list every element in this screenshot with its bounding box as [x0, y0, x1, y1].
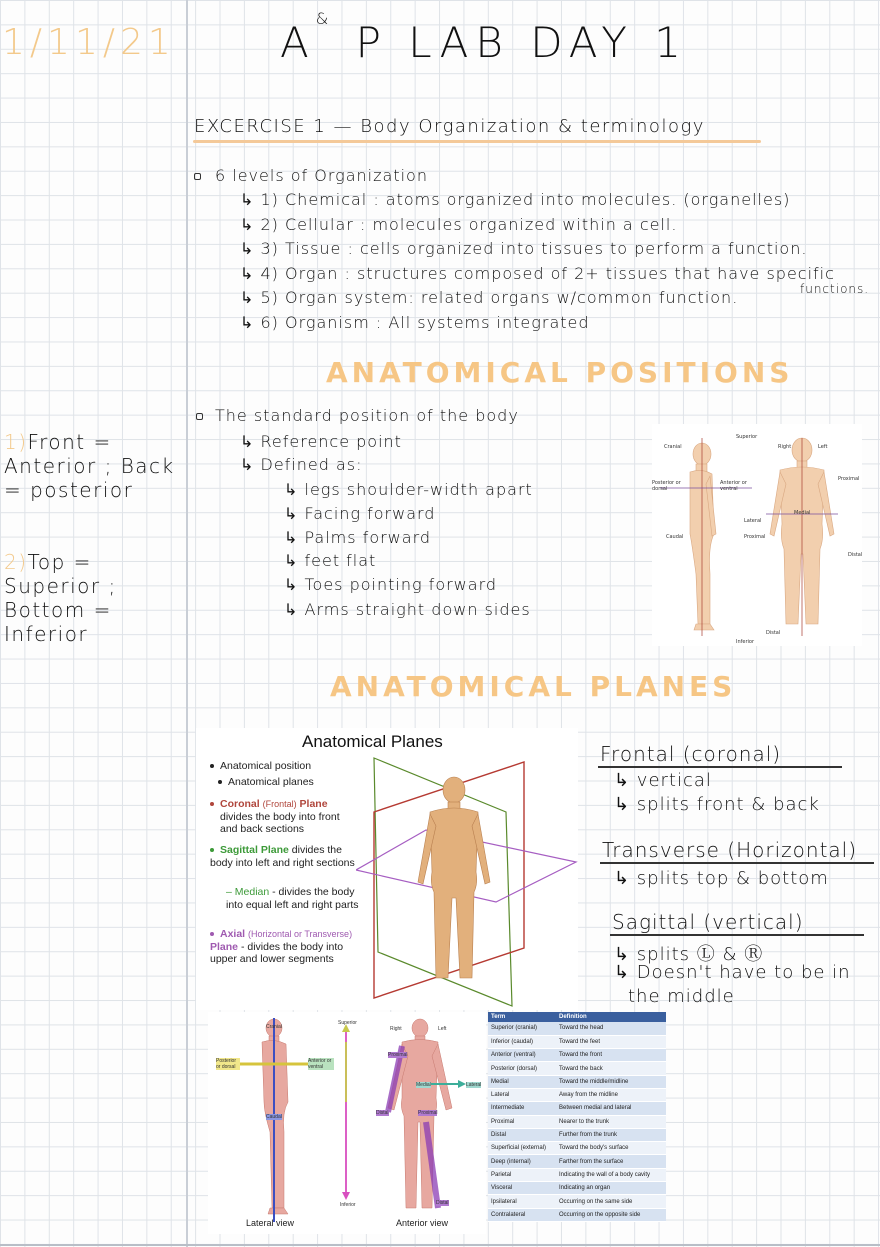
level-item: ↳ 6) Organism : All systems integrated: [240, 313, 590, 332]
figure-label: Medial: [794, 510, 811, 516]
levels-heading-text: 6 levels of Organization: [215, 166, 428, 185]
sagittal-name: Sagittal Plane: [220, 844, 289, 856]
frontal-note: ↳ vertical: [614, 770, 712, 791]
level-continuation: functions.: [800, 282, 870, 296]
term-cell: Lateral: [488, 1088, 556, 1101]
table-row: [488, 1128, 666, 1141]
definition-cell: Further from the trunk: [556, 1128, 666, 1141]
sagittal-desc: divides the body into left and right sections: [210, 844, 355, 869]
side-note-text: Front = Anterior ; Back = posterior: [4, 430, 175, 502]
definition-cell: Toward the back: [556, 1062, 666, 1075]
view-label: Cranial: [266, 1024, 282, 1030]
view-label: Proximal: [388, 1052, 408, 1058]
figure-label: Left: [818, 444, 828, 450]
view-label: Left: [438, 1026, 447, 1032]
median-description: – Median - divides the body into equal left and right parts: [226, 886, 359, 911]
table-row: [488, 1168, 666, 1181]
level-item: ↳ 2) Cellular : molecules organized within a cell.: [240, 215, 678, 234]
exercise-underline: [193, 140, 761, 143]
position-line: ↳ feet flat: [284, 551, 377, 570]
position-line: ↳ Arms straight down sides: [284, 600, 531, 619]
view-label: Caudal: [266, 1114, 282, 1120]
directional-terms-table: [488, 1012, 666, 1222]
anatomical-planes-panel: [196, 728, 578, 1010]
axial-description: [210, 928, 362, 966]
axial-plane: Plane: [210, 940, 239, 953]
coronal-desc: divides the body into front and back sections: [220, 810, 340, 835]
coronal-paren: (Frontal): [262, 799, 297, 809]
coronal-plane: Plane: [299, 798, 328, 810]
frontal-note: ↳ splits front & back: [614, 794, 820, 815]
definition-cell: Away from the midline: [556, 1088, 666, 1101]
level-item: ↳ 3) Tissue : cells organized into tissues to perform a function.: [240, 239, 808, 258]
planes-bullet: [218, 776, 378, 789]
table-header-row: [488, 1012, 666, 1022]
term-cell: Distal: [488, 1128, 556, 1141]
figure-label: Cranial: [664, 444, 682, 450]
position-line: [196, 406, 519, 425]
table-header: Definition: [556, 1012, 666, 1022]
position-line: ↳ Reference point: [240, 432, 402, 451]
planes-bullet-text: Anatomical position: [220, 760, 312, 772]
figure-label: Distal: [848, 552, 863, 558]
title-amp: &: [315, 9, 336, 28]
table-row: [488, 1182, 666, 1195]
figure-label: Proximal: [744, 534, 766, 540]
definition-cell: Nearer to the trunk: [556, 1115, 666, 1128]
axial-paren: (Horizontal or Transverse): [248, 929, 353, 939]
anatomical-position-figure: [652, 424, 862, 646]
lateral-view-caption: Lateral view: [246, 1218, 295, 1228]
bullet-dot: [210, 848, 214, 852]
bullet-dot: [210, 932, 214, 936]
axial-name: Axial: [220, 928, 246, 940]
level-item: ↳ 1) Chemical : atoms organized into molecules. (organelles): [240, 190, 791, 209]
term-cell: Posterior (dorsal): [488, 1062, 556, 1075]
view-label: Right: [390, 1026, 402, 1032]
sagittal-description: [210, 844, 360, 869]
table-row: [488, 1075, 666, 1088]
table-row: [488, 1208, 666, 1221]
definition-cell: Toward the head: [556, 1022, 666, 1035]
axial-desc: - divides the body into upper and lower segments: [210, 940, 344, 965]
levels-heading: [194, 166, 428, 185]
figure-label: Inferior: [736, 639, 755, 645]
transverse-title: Transverse (Horizontal): [602, 838, 858, 862]
figure-label: Caudal: [666, 534, 684, 540]
frontal-title: Frontal (coronal): [600, 742, 782, 766]
term-cell: Ipsilateral: [488, 1195, 556, 1208]
table-row: [488, 1142, 666, 1155]
term-cell: Visceral: [488, 1182, 556, 1195]
median-desc: - divides the body into equal left and right parts: [226, 886, 359, 911]
term-cell: Proximal: [488, 1115, 556, 1128]
term-cell: Intermediate: [488, 1102, 556, 1115]
side-note-text: Top = Superior ; Bottom = Inferior: [4, 550, 117, 646]
term-cell: Deep (internal): [488, 1155, 556, 1168]
transverse-underline: [600, 862, 874, 864]
term-cell: Medial: [488, 1075, 556, 1088]
bullet-dot: [210, 764, 214, 768]
position-line: ↳ Defined as:: [240, 455, 363, 474]
level-item: ↳ 5) Organ system: related organs w/common function.: [240, 288, 739, 307]
frontal-underline: [598, 766, 842, 768]
position-line: ↳ Palms forward: [284, 528, 432, 547]
term-cell: Superficial (external): [488, 1142, 556, 1155]
table-row: [488, 1115, 666, 1128]
table-header: Term: [488, 1012, 556, 1022]
table-body: [488, 1022, 666, 1221]
side-note-number: 2): [4, 550, 28, 574]
figure-label: Anterior or ventral: [720, 480, 747, 492]
bullet-icon: [194, 173, 201, 180]
table-row: [488, 1035, 666, 1048]
position-line: ↳ Toes pointing forward: [284, 575, 498, 594]
definition-cell: Toward the middle/midline: [556, 1075, 666, 1088]
sagittal-title: Sagittal (vertical): [612, 910, 804, 934]
figure-label: Proximal: [838, 476, 860, 482]
side-note-2: [4, 550, 180, 646]
sagittal-note: the middle: [628, 986, 735, 1007]
planes-heading: ANATOMICAL PLANES: [330, 670, 737, 703]
page-bottom-line: [0, 1244, 880, 1246]
transverse-note: ↳ splits top & bottom: [614, 868, 829, 889]
planes-bullet: [210, 760, 370, 773]
positions-heading: ANATOMICAL POSITIONS: [326, 356, 794, 389]
position-line: ↳ legs shoulder-width apart: [284, 480, 533, 499]
notebook-margin-line: [186, 0, 188, 1247]
definition-cell: Indicating the wall of a body cavity: [556, 1168, 666, 1181]
table-row: [488, 1102, 666, 1115]
definition-cell: Occurring on the same side: [556, 1195, 666, 1208]
definition-cell: Occurring on the opposite side: [556, 1208, 666, 1221]
table-row: [488, 1155, 666, 1168]
bullet-dot: [210, 802, 214, 806]
coronal-name: Coronal: [220, 798, 260, 810]
table-row: [488, 1062, 666, 1075]
side-note-1: [4, 430, 180, 502]
view-label: Proximal: [418, 1110, 438, 1116]
title-a: A: [280, 18, 316, 67]
figure-label: Posterior or dorsal: [652, 480, 681, 492]
sagittal-note: ↳ Doesn't have to be in: [614, 962, 851, 983]
view-label: Distal: [376, 1110, 389, 1116]
definition-cell: Toward the front: [556, 1049, 666, 1062]
term-cell: Parietal: [488, 1168, 556, 1181]
position-line: ↳ Facing forward: [284, 504, 436, 523]
bullet-dot: [218, 780, 222, 784]
definition-cell: Toward the feet: [556, 1035, 666, 1048]
table-row: [488, 1049, 666, 1062]
sagittal-underline: [610, 934, 864, 936]
bullet-icon: [196, 413, 203, 420]
definition-cell: Farther from the surface: [556, 1155, 666, 1168]
definition-cell: Toward the body's surface: [556, 1142, 666, 1155]
date: 1/11/21: [2, 22, 176, 63]
position-line-text: The standard position of the body: [215, 406, 519, 425]
table-row: [488, 1022, 666, 1035]
table-row: [488, 1088, 666, 1101]
table-row: [488, 1195, 666, 1208]
view-label: Inferior: [340, 1202, 356, 1208]
planes-illustration: [356, 752, 578, 1008]
planes-bullet-text: Anatomical planes: [228, 776, 314, 788]
directional-terms-figure: [208, 1012, 486, 1234]
page-title: [280, 9, 689, 67]
term-cell: Superior (cranial): [488, 1022, 556, 1035]
coronal-description: [210, 798, 360, 836]
view-label: Medial: [416, 1082, 431, 1088]
figure-label: Superior: [736, 434, 758, 440]
side-note-number: 1): [4, 430, 28, 454]
definition-cell: Between medial and lateral: [556, 1102, 666, 1115]
definition-cell: Indicating an organ: [556, 1182, 666, 1195]
term-cell: Contralateral: [488, 1208, 556, 1221]
view-label: Lateral: [466, 1082, 482, 1088]
level-item: ↳ 4) Organ : structures composed of 2+ tissues that have specific: [240, 264, 835, 283]
figure-label: Distal: [766, 630, 781, 636]
anterior-view-caption: Anterior view: [396, 1218, 449, 1228]
sagittal-note: ↳ splits Ⓛ & Ⓡ: [614, 944, 764, 965]
median-name: Median: [234, 886, 270, 898]
planes-panel-title: Anatomical Planes: [302, 732, 443, 751]
view-label: Posterior or dorsal: [216, 1058, 240, 1070]
view-label: Anterior or ventral: [308, 1058, 334, 1070]
view-label: Distal: [436, 1200, 449, 1206]
term-cell: Inferior (caudal): [488, 1035, 556, 1048]
figure-label: Right: [778, 444, 792, 450]
view-label: Superior: [338, 1020, 357, 1026]
figure-label: Lateral: [744, 518, 762, 524]
term-cell: Anterior (ventral): [488, 1049, 556, 1062]
exercise-title: EXCERCISE 1 — Body Organization & terminology: [194, 116, 705, 137]
title-rest: P LAB DAY 1: [355, 18, 689, 67]
